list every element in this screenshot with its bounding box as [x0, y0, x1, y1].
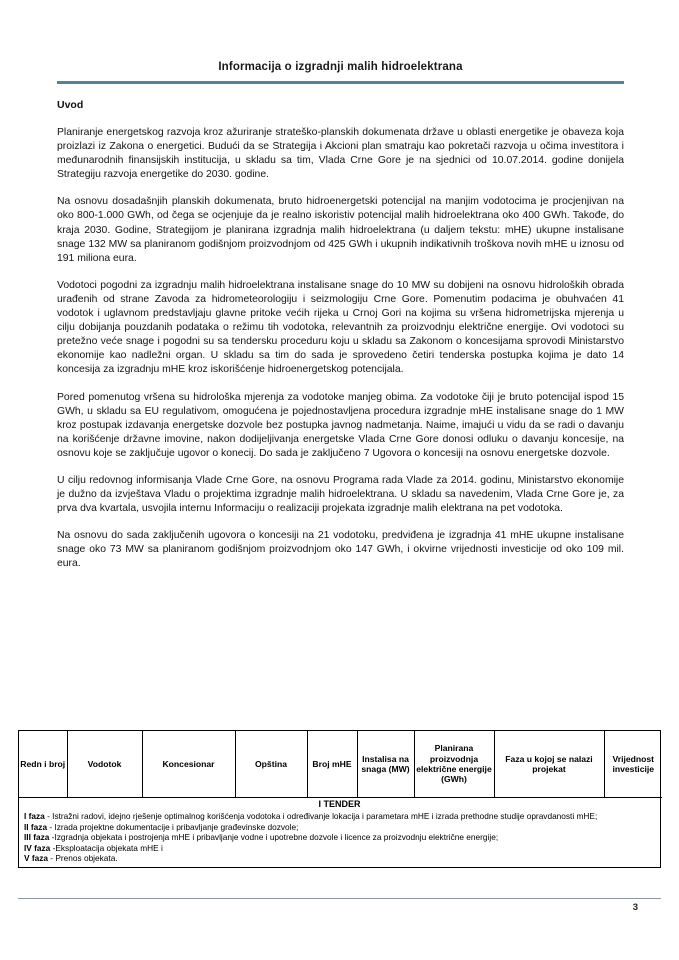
footer-divider: [18, 898, 661, 899]
paragraph: Pored pomenutog vršena su hidrološka mjerenja za vodotoke manjeg obima. Za vodotoke čiji je bruto potencijal ispod 15 GWh, u skladu sa EU regulativom, omogućena je pojednostavljena procedura izgradnje mHE instalisane snage do 1 MW kroz postupak izdavanja energetske dozvole bez postupka javnog nadmetanja. Naime, imajući u vidu da se radi o davanju na korišćenje državne imovine, nakon dodijeljivanja energetske Vlada Crne Gore donosi odluku o davanju koncesije, na osnovu koje se zaključuje ugovor o konecij. Do sada je zaključeno 7 Ugovora o koncesiji na osnovu energetske dozvole.: [57, 391, 624, 459]
section-heading-uvod: Uvod: [57, 99, 84, 111]
page-number: 3: [632, 902, 638, 913]
column-header-redni-broj: Redn i broj: [19, 731, 67, 798]
legend-phase-text: - Izrada projektne dokumentacije i pribavljanje građevinske dozvole;: [47, 821, 299, 832]
header-divider: [57, 81, 624, 84]
column-header-opstina: Opština: [235, 731, 307, 798]
paragraph: Na osnovu do sada zaključenih ugovora o koncesiji na 21 vodotoku, predviđena je izgradnja 41 mHE ukupne instalisane snage oko 73 MW sa planiranom godišnjom proizvodnjom oko 147 GWh, i okvirne vrijednosti investicije od oko 109 mil. eura.: [57, 530, 624, 570]
legend-phase-label: II faza: [24, 821, 48, 832]
legend-item: [24, 822, 656, 833]
column-header-planirana-proizvodnja: Planirana proizvodnja električne energije (GWh): [414, 731, 494, 798]
legend-phase-label: I faza: [24, 811, 45, 821]
paragraph: U cilju redovnog informisanja Vlade Crne Gore, na osnovu Programa rada Vlade za 2014. godinu, Ministarstvo ekonomije je dužno da izvještava Vladu o projektima izgradnje malih hidroelektrana. U skladu sa navedenim, Vlada Crne Gore je, za prva dva kvartala, usvojila internu Informaciju o realizaciji projekata izgradnje malih elektrana na pet vodotoka.: [57, 474, 624, 515]
paragraph: Na osnovu dosadašnjih planskih dokumenata, bruto hidroenergetski potencijal na manjim vodotocima je procjenjivan na oko 800-1.000 GWh, od čega se ocjenjuje da je realno iskoristiv potencijal malih hidroelektrana oko 400 GWh. Takođe, do kraja 2030. Godine, Strategijom je planirana izgradnja malih hidroelektrana (u daljem tekstu: mHE) ukupne instalisane snage 132 MW sa planiranom godišnjom proizvodnjom od 425 GWh i ukupnih indikativnih troškova novih mHE u iznosu od 191 miliona eura.: [57, 196, 624, 264]
legend-phase-text: - Prenos objekata.: [47, 853, 118, 864]
column-header-instalisana-snaga: Instalisa na snaga (MW): [357, 731, 414, 798]
table-header-grid: [19, 731, 662, 798]
legend-item: [24, 843, 656, 854]
page-title: Informacija o izgradnji malih hidroelektrana: [218, 61, 463, 73]
legend-phase-label: IV faza: [24, 842, 51, 853]
legend-phase-text: -Izgradnja objekata i postrojenja mHE i pribavljanje vodne i upotrebne dozvole i licence za proizvodnju električne energije;: [49, 832, 499, 843]
document-body: [57, 99, 624, 572]
column-header-koncesionar: Koncesionar: [142, 731, 235, 798]
tender-table: [18, 730, 661, 868]
column-header-vrijednost-investicije: Vrijednost investicije: [604, 731, 662, 798]
document-header: [57, 60, 624, 84]
legend-item: [24, 853, 656, 864]
legend-phase-text: -Eksploatacija objekata mHE i: [50, 842, 163, 853]
table-header-row: [19, 731, 662, 798]
paragraph: Planiranje energetskog razvoja kroz ažuriranje strateško-planskih dokumenata države u oblasti energetike je obaveza koja proizlazi iz Zakona o energetici. Budući da se Strategija i Akcioni plan smatraju kao pokretači razvoja u očima investitora i međunarodnih finansijskih institucija, u skladu sa tim, Vlada Crne Gore je na sjednici od 10.07.2014. godine donijela Strategiju razvoja energetike do 2030. godine.: [57, 127, 624, 181]
tender-section-label: I TENDER: [318, 799, 361, 809]
legend-item: [24, 811, 656, 822]
legend-item: [24, 832, 656, 843]
column-header-broj-mhe: Broj mHE: [307, 731, 357, 798]
column-header-vodotok: Vodotok: [67, 731, 142, 798]
column-header-faza-projekta: Faza u kojoj se nalazi projekat: [494, 731, 604, 798]
phase-legend: [19, 811, 660, 867]
paragraph: Vodotoci pogodni za izgradnju malih hidroelektrana instalisane snage do 10 MW su dobijeni na osnovu hidroloških obrada urađenih od strane Zavoda za hidrometeorologiju i seizmologiju Crne Gore. Pomenutim podacima je obuhvaćen 41 vodotok i uglavnom predstavljaju glavne pritoke većih rijeka u Crnoj Gori na kojima su vršena hidrometrijska mjerenja u cilju dobijanja pouzdanih podataka o režimu tih vodotoka, relevantnih za proizvodnju električne energije. Ovi vodotoci su pretežno veće snage i pogodni su sa tendersku proceduru koju u skladu sa Zakonom o koncesijama sprovodi Ministarstvo ekonomije kao nadležni organ. U skladu sa tim do sada je sprovedeno četiri tenderska postupka kojima je dato 14 koncesija za izgradnju mHE kroz iskorišćenje hidroenergetskog potencijala.: [57, 279, 624, 376]
legend-phase-text: - Istražni radovi, idejno rješenje optimalnog korišćenja vodotoka i određivanje lokacija i parametara mHE i izrada prethodne studije opravdanosti mHE;: [44, 811, 598, 821]
legend-phase-label: III faza: [24, 832, 50, 843]
legend-phase-label: V faza: [24, 853, 48, 864]
